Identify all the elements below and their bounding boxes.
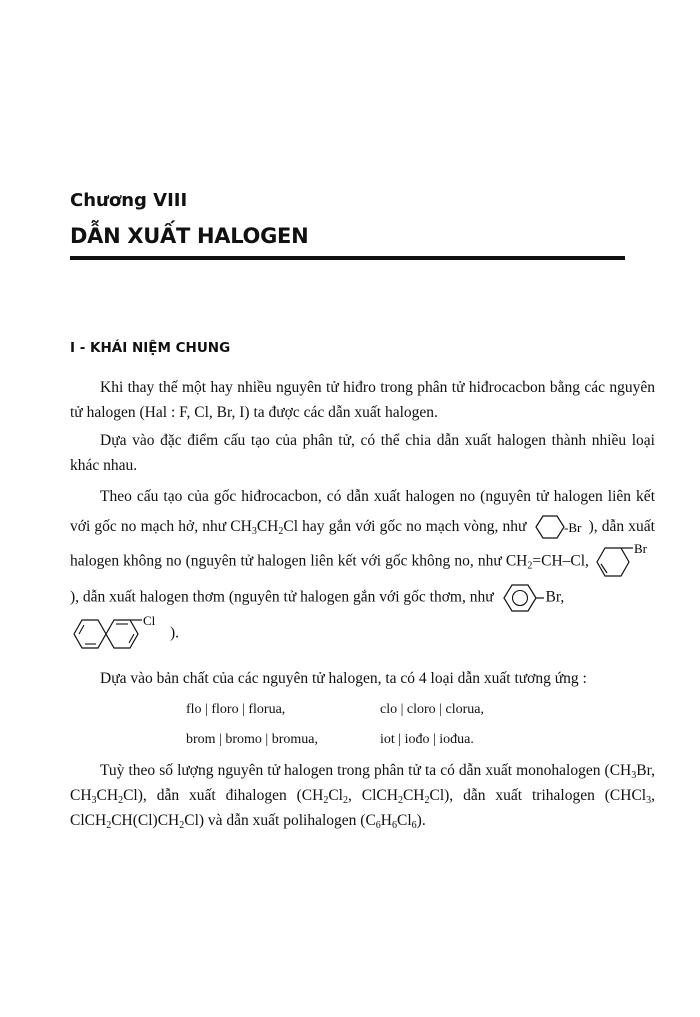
cyclohexenyl-br-label: Br	[634, 542, 648, 556]
bromobenzene-structure	[498, 582, 546, 614]
section-heading: I - KHÁI NIỆM CHUNG	[70, 340, 231, 356]
paragraph-definition	[70, 375, 655, 425]
title-rule	[70, 256, 625, 260]
chapter-label: Chương VIII	[70, 190, 188, 211]
chloronaphthalene-structure	[70, 614, 170, 654]
cyclohexyl-br-label: -Br	[563, 520, 581, 536]
paragraph-halogen-types	[70, 666, 655, 691]
cyclohexyl-bromide-structure	[531, 513, 589, 541]
cyclohexenyl-bromide-structure	[593, 542, 655, 582]
list-item-fluorine: flo | floro | florua,	[186, 702, 286, 717]
paragraph-definition-text: Khi thay thế một hay nhiều nguyên tử hiđro trong phân tử hiđrocacbon bằng các nguyên tử halogen (Hal : F, Cl, Br, I) ta được các dẫn xuất halogen.	[70, 379, 655, 421]
paragraph-structure: Theo cấu tạo của gốc hiđrocacbon, có dẫn xuất halogen no (nguyên tử halogen liên kết với gốc no mạch hở, như $CH_3CH_2Cl$ hay gắn với gốc no mạch vòng, như -Br ), dẫn xuất halogen không no (nguyên tử halogen liên kết với gốc không no, như $CH_2=CH-Cl$, Br ), dẫn xuất halogen thơm (nguyên tử halogen gắn với gốc thơm, như Br, Cl ).	[70, 482, 655, 654]
list-item-chlorine: clo | cloro | clorua,	[380, 702, 484, 717]
paragraph-classification	[70, 428, 655, 478]
paragraph-halogen-types-text: Dựa vào bản chất của các nguyên tử halogen, ta có 4 loại dẫn xuất tương ứng :	[100, 670, 587, 687]
paragraph-classification-text: Dựa vào đặc điểm cấu tạo của phân tử, có thể chia dẫn xuất halogen thành nhiều loại khác nhau.	[70, 432, 655, 474]
chapter-title: DẪN XUẤT HALOGEN	[70, 224, 309, 248]
naphthyl-cl-label: Cl	[143, 614, 156, 628]
list-item-iodine: iot | iođo | iođua.	[380, 732, 474, 747]
paragraph-halogen-count: Tuỳ theo số lượng nguyên tử halogen trong phân tử ta có dẫn xuất monohalogen ($CH_3Br$, $CH_3CH_2Cl$), dẫn xuất đihalogen ($CH_2Cl_2$, $ClCH_2CH_2Cl$), dẫn xuất trihalogen (CHCl$_3$, $ClCH_2CH(Cl)CH_2Cl$) và dẫn xuất polihalogen $(C_6H_6Cl_6)$.	[70, 762, 655, 831]
list-item-bromine: brom | bromo | bromua,	[186, 732, 318, 747]
